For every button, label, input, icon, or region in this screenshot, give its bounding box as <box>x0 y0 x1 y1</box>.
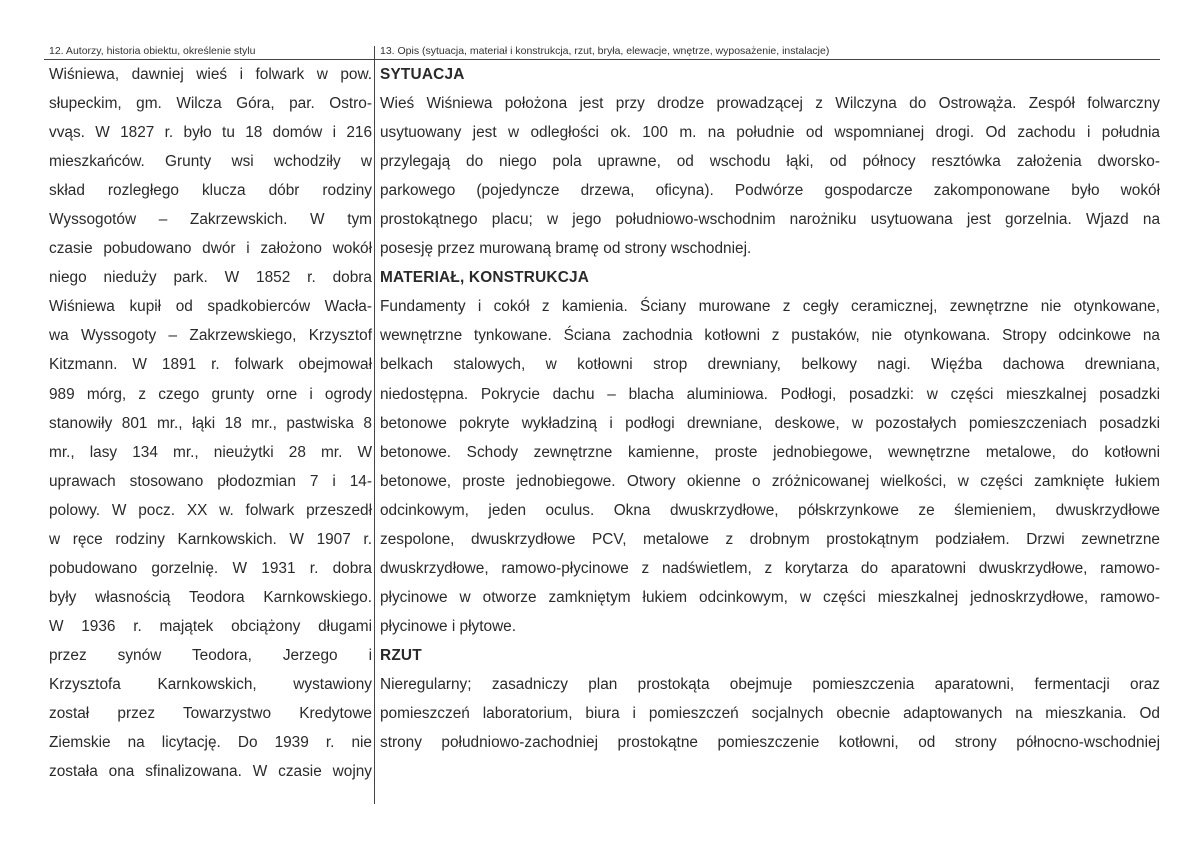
history-line: Krzysztofa Karnkowskich, wystawiony <box>49 675 372 693</box>
history-line: W 1936 r. majątek obciążony długami <box>49 617 372 635</box>
description-line: betonowe. Schody zewnętrzne kamienne, proste jednobiegowe, wewnętrzne metalowe, do kotłowni <box>380 443 1160 461</box>
description-line: przylegają do niego pola uprawne, od wschodu łąki, od północy resztówka założenia dworsko- <box>380 153 1160 171</box>
left-column-header: 12. Autorzy, historia obiektu, określenie stylu <box>49 45 256 57</box>
history-line: uprawach stosowano płodozmian 7 i 14- <box>49 472 372 490</box>
description-line: Nieregularny; zasadniczy plan prostokąta obejmuje pomieszczenia aparatowni, fermentacji oraz <box>380 675 1160 693</box>
description-line: płycinowe i płytowe. <box>380 617 517 635</box>
description-line: betonowe, proste jednobiegowe. Otwory okienne o zróżnicowanej wielkości, w części zamknięte łukiem <box>380 472 1160 490</box>
history-line: Ziemskie na licytację. Do 1939 r. nie <box>49 734 372 752</box>
history-line: były własnością Teodora Karnkowskiego. <box>49 588 372 606</box>
description-line: niedostępna. Pokrycie dachu – blacha aluminiowa. Podłogi, posadzki: w części mieszkalnej posadzki <box>380 385 1160 403</box>
description-line: dwuskrzydłowe, ramowo-płycinowe z nadświetlem, z korytarza do aparatowni dwuskrzydłowe, ramowo- <box>380 559 1160 577</box>
history-line: wa Wyssogoty – Zakrzewskiego, Krzysztof <box>49 327 372 345</box>
history-line: skład rozległego klucza dóbr rodziny <box>49 182 372 200</box>
section-heading: MATERIAŁ, KONSTRUKCJA <box>380 269 590 287</box>
history-line: w ręce rodziny Karnkowskich. W 1907 r. <box>49 530 372 548</box>
description-line: odcinkowym, jeden oculus. Okna dwuskrzydłowe, półskrzynkowe ze ślemieniem, dwuskrzydłowe <box>380 501 1160 519</box>
history-line: pobudowano gorzelnię. W 1931 r. dobra <box>49 559 372 577</box>
history-line: przez synów Teodora, Jerzego i <box>49 646 372 664</box>
history-line: mr., lasy 134 mr., nieużytki 28 mr. W <box>49 443 372 461</box>
history-line: Wiśniewa, dawniej wieś i folwark w pow. <box>49 66 372 83</box>
history-line: została ona sfinalizowana. W czasie wojny <box>49 763 372 781</box>
description-line: strony południowo-zachodniej prostokątne pomieszczenie kotłowni, od strony północno-wschodniej <box>380 734 1160 752</box>
description-line: belkach stalowych, w kotłowni strop drewniany, belkowy nagi. Więźba dachowa drewniana, <box>380 356 1160 374</box>
history-line: 989 mórg, z czego grunty orne i ogrody <box>49 385 372 403</box>
description-line: prostokątnego placu; w jego południowo-wschodnim narożniku usytuowana jest gorzelnia. Wjazd na <box>380 211 1160 229</box>
description-line: posesję przez murowaną bramę od strony wschodniej. <box>380 240 752 258</box>
history-line: vvąs. W 1827 r. było tu 18 domów i 216 <box>49 124 372 142</box>
section-heading: SYTUACJA <box>380 66 465 83</box>
history-line: został przez Towarzystwo Kredytowe <box>49 705 372 723</box>
history-line: czasie pobudowano dwór i założono wokół <box>49 240 372 258</box>
history-line: polowy. W pocz. XX w. folwark przeszedł <box>49 501 372 519</box>
history-line: niego nieduży park. W 1852 r. dobra <box>49 269 372 287</box>
description-line: pomieszczeń laboratorium, biura i pomieszczeń socjalnych obecnie adaptowanych na mieszkania. Od <box>380 705 1160 723</box>
description-text-column <box>380 60 1160 757</box>
history-line: Kitzmann. W 1891 r. folwark obejmował <box>49 356 372 374</box>
right-column-header: 13. Opis (sytuacja, materiał i konstrukcja, rzut, bryła, elewacje, wnętrze, wyposażenie, instalacje) <box>380 45 830 57</box>
description-line: wewnętrzne tynkowane. Ściana zachodnia kotłowni z pustaków, nie otynkowana. Stropy odcinkowe na <box>380 327 1160 345</box>
column-divider <box>374 46 375 804</box>
history-line: Wyssogotów – Zakrzewskich. W tym <box>49 211 372 229</box>
description-line: usytuowany jest w odległości ok. 100 m. na południe od wspomnianej drogi. Od zachodu i południa <box>380 124 1160 142</box>
history-line: Wiśniewa kupił od spadkobierców Wacła- <box>49 298 372 316</box>
description-line: Wieś Wiśniewa położona jest przy drodze prowadzącej z Wilczyna do Ostrowąża. Zespół folwarczny <box>380 95 1160 113</box>
description-line: zespolone, dwuskrzydłowe PCV, metalowe z drobnym prostokątnym podziałem. Drzwi zewnetrzne <box>380 530 1160 548</box>
history-line: słupeckim, gm. Wilcza Góra, par. Ostro- <box>49 95 372 113</box>
section-heading: RZUT <box>380 646 422 664</box>
description-line: parkowego (pojedyncze drzewa, oficyna). Podwórze gospodarcze zakomponowane było wokół <box>380 182 1160 200</box>
description-line: betonowe pokryte wykładziną i podłogi drewniane, deskowe, w pozostałych pomieszczeniach posadzki <box>380 414 1160 432</box>
description-line: Fundamenty i cokół z kamienia. Ściany murowane z cegły ceramicznej, zewnętrzne nie otynkowane, <box>380 298 1160 316</box>
history-line: stanowiły 801 mr., łąki 18 mr., pastwiska 8 <box>49 414 372 432</box>
history-text-column <box>49 60 372 786</box>
description-line: płycinowe w otworze zamkniętym łukiem odcinkowym, w części mieszkalnej jednoskrzydłowe, ramowo- <box>380 588 1160 606</box>
history-line: mieszkańców. Grunty wsi wchodziły w <box>49 153 372 171</box>
